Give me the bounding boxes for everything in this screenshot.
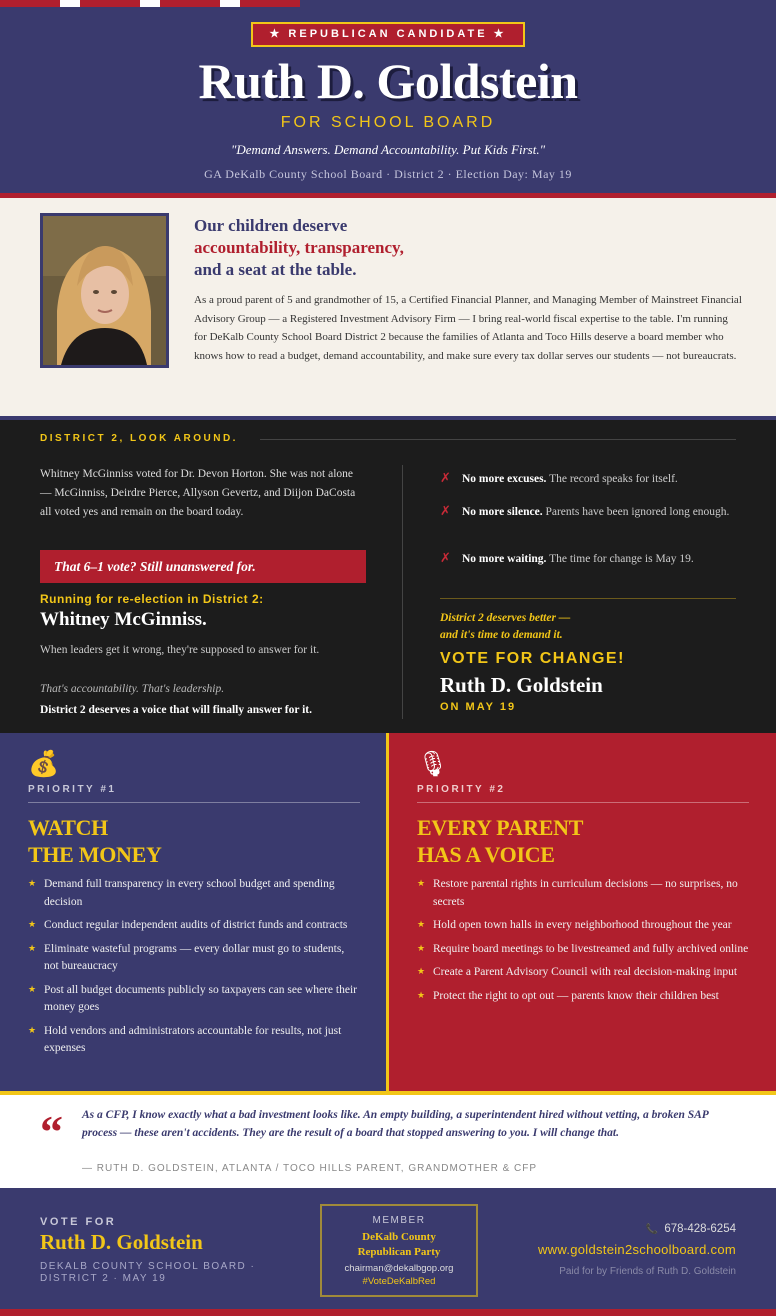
district-section (0, 420, 776, 733)
priority-list (417, 876, 749, 1011)
intro-headline: Our children deserve accountability, transparency, and a seat at the table. (194, 216, 404, 279)
no-more-item: ✗ No more silence. Parents have been ignored long enough. (440, 504, 730, 519)
priority-1 (0, 733, 386, 1091)
vote-for-change: VOTE FOR CHANGE! (440, 650, 625, 667)
priority-label: PRIORITY #1 (28, 784, 117, 795)
star-icon: ★ (417, 943, 426, 954)
member-box (320, 1204, 478, 1297)
money-bag-icon: 💰 (28, 749, 60, 778)
section-title: DISTRICT 2, LOOK AROUND. (40, 433, 238, 444)
list-item: ★ Require board meetings to be livestreamed and fully archived online (417, 941, 749, 959)
header (0, 7, 776, 193)
priority-list (28, 876, 360, 1064)
divider (440, 598, 736, 599)
list-item: ★ Post all budget documents publicly so taxpayers can see where their money goes (28, 983, 357, 1013)
website-link[interactable]: www.goldstein2schoolboard.com (537, 1242, 736, 1257)
star-icon: ★ (28, 984, 37, 995)
member-label: MEMBER (372, 1215, 426, 1226)
deserves-better: District 2 deserves better — and it's time to demand it. (440, 612, 571, 641)
quote-mark-icon: “ (40, 1106, 63, 1157)
x-icon: ✗ (440, 471, 451, 486)
candidate-portrait (40, 213, 169, 368)
star-icon: ★ (28, 920, 37, 930)
office-title: FOR SCHOOL BOARD (280, 114, 496, 131)
divider (260, 439, 736, 440)
star-icon: ★ (417, 967, 426, 977)
divider (28, 802, 360, 803)
slogan: "Demand Answers. Demand Accountability. Put Kids First." (230, 142, 546, 157)
vote-record-text: Whitney McGinniss voted for Dr. Devon Horton. She was not alone — McGinniss, Deirdre Pierce, Allyson Gevertz, and Diijon DaCosta all voted yes and remain on the board today. (40, 468, 356, 518)
x-icon: ✗ (440, 551, 451, 566)
top-stripes (0, 0, 776, 7)
quote-section (0, 1095, 776, 1188)
star-icon: ★ (28, 1025, 37, 1036)
member-org: DeKalb County Republican Party (357, 1231, 441, 1258)
accountability-bold: District 2 deserves a voice that will finally answer for it. (40, 704, 313, 716)
priority-title: WATCH THE MONEY (28, 815, 162, 867)
paid-for-disclaimer: Paid for by Friends of Ruth D. Goldstein (559, 1266, 736, 1277)
footer-subtitle: DEKALB COUNTY SCHOOL BOARD · DISTRICT 2 · MAY 19 (40, 1261, 256, 1284)
no-more-item: ✗ No more excuses. The record speaks for itself. (440, 471, 678, 486)
list-item: ★ Demand full transparency in every school budget and spending decision (28, 878, 335, 908)
divider (0, 1309, 776, 1316)
intro-body: As a proud parent of 5 and grandmother of 15, a Certified Financial Planner, and Managing Member of Mainstreet Financial Advisory Group — a Registered Investment Advisory Firm — I bring real-world fiscal expertise to the table. I'm running for DeKalb County School Board District 2 because the families of Atlanta and Toco Hills deserve a board member who knows how to read a budget, demand accountability, and make sure every tax dollar serves our students — not bureaucrats. (194, 294, 742, 362)
x-icon: ✗ (440, 504, 451, 519)
star-icon: ★ (28, 943, 37, 954)
opponent-name: Whitney McGinniss. (40, 609, 207, 630)
member-hashtag: #VoteDeKalbRed (362, 1276, 436, 1287)
vote-date: ON MAY 19 (440, 701, 517, 713)
list-item: ★ Restore parental rights in curriculum decisions — no surprises, no secrets (417, 878, 738, 908)
list-item: ★ Hold vendors and administrators accountable for results, not just expenses (28, 1024, 342, 1054)
running-label: Running for re-election in District 2: (40, 592, 264, 606)
callout-box: That 6–1 vote? Still unanswered for. (40, 550, 366, 583)
footer (0, 1188, 776, 1309)
list-item: ★ Hold open town halls in every neighborhood throughout the year (417, 917, 749, 935)
star-icon: ★ (28, 879, 37, 889)
divider (417, 802, 749, 803)
list-item: ★ Eliminate wasteful programs — every dollar must go to students, not bureaucracy (28, 942, 345, 972)
accountability-text: When leaders get it wrong, they're supposed to answer for it. (40, 644, 320, 656)
candidate-name: Ruth D. Goldstein (198, 53, 578, 109)
quote-attribution: — RUTH D. GOLDSTEIN, ATLANTA / TOCO HILLS PARENT, GRANDMOTHER & CFP (82, 1163, 538, 1174)
intro-section (0, 198, 776, 416)
microphone-icon: 🎙 (417, 749, 449, 778)
accountability-italic: That's accountability. That's leadership. (40, 683, 225, 695)
member-email[interactable]: chairman@dekalbgop.org (344, 1263, 454, 1274)
divider (402, 465, 403, 719)
star-icon: ★ (417, 879, 426, 889)
vote-for-label: VOTE FOR (40, 1216, 117, 1228)
priority-title: EVERY PARENT HAS A VOICE (417, 815, 584, 867)
no-more-item: ✗ No more waiting. The time for change is May 19. (440, 551, 694, 566)
phone-number[interactable]: 📞 678-428-6254 (645, 1223, 736, 1235)
footer-candidate-name: Ruth D. Goldstein (40, 1230, 203, 1254)
star-icon: ★ (417, 920, 426, 930)
quote-text: As a CFP, I know exactly what a bad investment looks like. An empty building, a superintendent hired without vetting, a broken SAP process — these aren't accidents. They are the result of a board that stopped answering to you. I will change that. (82, 1109, 709, 1139)
phone-icon: 📞 (645, 1224, 659, 1235)
star-icon: ★ (417, 990, 426, 1001)
party-badge: ★ REPUBLICAN CANDIDATE ★ (251, 22, 525, 47)
list-item: ★ Conduct regular independent audits of district funds and contracts (28, 917, 360, 935)
priority-2 (389, 733, 776, 1091)
election-meta: GA DeKalb County School Board · District 2 · Election Day: May 19 (204, 167, 572, 181)
priority-label: PRIORITY #2 (417, 784, 506, 795)
list-item: ★ Protect the right to opt out — parents know their children best (417, 988, 749, 1006)
vote-candidate-name: Ruth D. Goldstein (440, 673, 603, 697)
list-item: ★ Create a Parent Advisory Council with real decision-making input (417, 964, 749, 982)
